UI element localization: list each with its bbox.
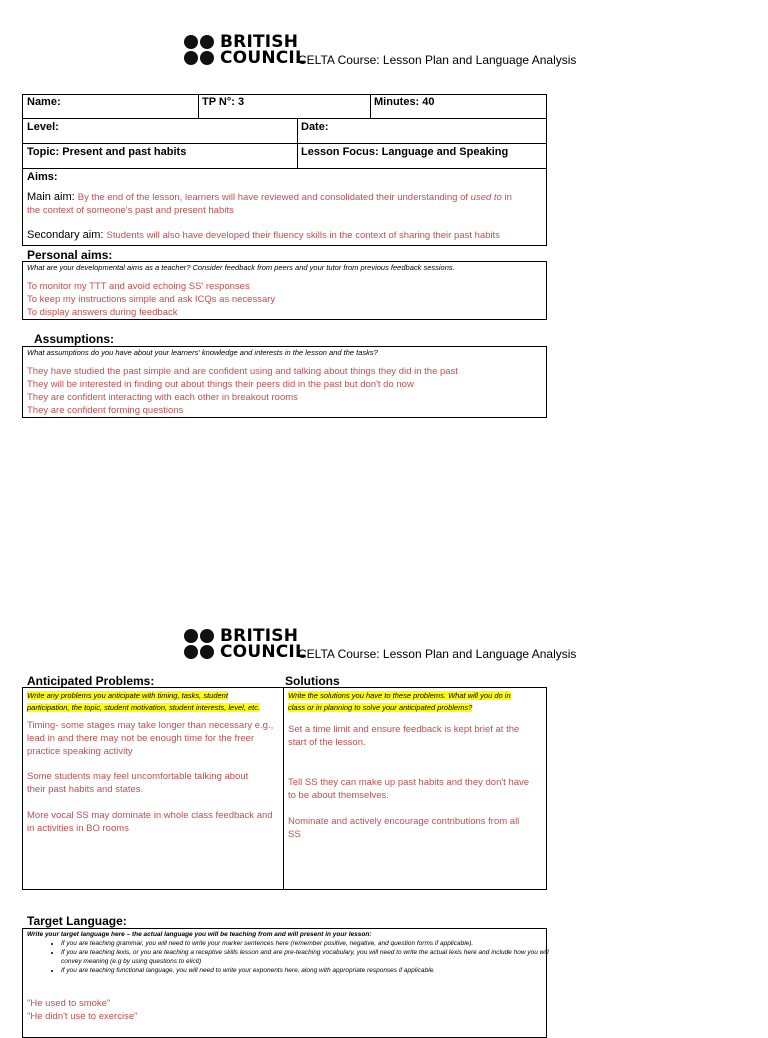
page-title: CELTA Course: Lesson Plan and Language Analysis (298, 53, 577, 67)
logo-line2: COUNCIL (220, 642, 306, 662)
british-council-logo (184, 34, 306, 66)
secondary-aim (27, 229, 500, 241)
guideline-item: • If you are teaching lexis, or you are teaching a receptive skills lesson and are pre-teaching vocabulary, you will need to write the actual lexis here and include how you will convey meaning (e.g by using questions to elicit) (61, 948, 561, 966)
personal-aims-title: Personal aims: (27, 248, 113, 262)
problem-item: Timing- some stages may take longer than necessary e.g., lead in and there may not be enough time for the freer practice speaking activity (27, 720, 274, 757)
logo-line1: BRITISH (220, 626, 299, 646)
secondary-aim-text: Students will also have developed their fluency skills in the context of sharing their past habits (106, 230, 500, 241)
secondary-aim-label: Secondary aim: (27, 229, 104, 241)
solutions-title: Solutions (285, 674, 340, 688)
problems-prompt: Write any problems you anticipate with timing, tasks, student participation, the topic, student motivation, student interests, level, etc. (27, 691, 261, 712)
target-language-guidelines (23, 939, 561, 975)
solution-item: Set a time limit and ensure feedback is kept brief at the start of the lesson. (288, 724, 520, 748)
british-council-logo (184, 628, 306, 660)
problem-item: Some students may feel uncomfortable talking about their past habits and states. (27, 771, 249, 795)
marker-sentence: "He didn't use to exercise" (27, 1011, 138, 1022)
logo-line2: COUNCIL (220, 48, 306, 68)
date-label: Date: (301, 121, 329, 133)
info-table (22, 94, 547, 246)
main-aim-label: Main aim: (27, 191, 75, 203)
assumptions-title: Assumptions: (34, 332, 115, 346)
guideline-item: • If you are teaching functional language, you will need to write your exponents here, along with appropriate responses if applicable. (61, 966, 561, 975)
solution-item: Tell SS they can make up past habits and they don't have to be about themselves. (288, 777, 530, 801)
assumption-item: They are confident interacting with each other in breakout rooms (27, 392, 298, 403)
level-label: Level: (27, 121, 59, 133)
solutions-prompt: Write the solutions you have to these problems. What will you do in class or in planning to solve your anticipated problems? (288, 691, 511, 712)
marker-sentence: "He used to smoke" (27, 998, 111, 1009)
guideline-item: • If you are teaching grammar, you will need to write your marker sentences here (remember positive, negative, and question forms if applicable). (61, 939, 561, 948)
lesson-focus-label: Lesson Focus: Language and Speaking (301, 146, 509, 158)
target-language-prompt: Write your target language here – the actual language you will be teaching from and will present in your lesson: (27, 931, 372, 938)
main-aim-text-cont: the context of someone's past and present habits (27, 205, 234, 216)
target-language-title: Target Language: (27, 914, 127, 928)
aims-label: Aims: (27, 171, 58, 183)
personal-aim-item: To keep my instructions simple and ask ICQs as necessary (27, 294, 276, 305)
name-label: Name: (27, 96, 61, 108)
personal-aim-item: To monitor my TTT and avoid echoing SS' responses (27, 281, 250, 292)
anticipated-problems-title: Anticipated Problems: (27, 674, 155, 688)
assumption-item: They will be interested in finding out about things their peers did in the past but don't do now (27, 379, 414, 390)
minutes-label: Minutes: 40 (374, 96, 435, 108)
personal-aims-box (22, 261, 547, 320)
logo-dots-icon (184, 629, 214, 659)
main-aim-text: By the end of the lesson, learners will have reviewed and consolidated their understanding of used to in (77, 192, 512, 203)
solution-item: Nominate and actively encourage contributions from all SS (288, 816, 520, 840)
logo-line1: BRITISH (220, 32, 299, 52)
logo-dots-icon (184, 35, 214, 65)
assumption-item: They are confident forming questions (27, 405, 184, 416)
tp-number-label: TP N°: 3 (202, 96, 245, 108)
personal-aim-item: To display answers during feedback (27, 307, 178, 318)
assumptions-prompt: What assumptions do you have about your learners' knowledge and interests in the lesson and the tasks? (27, 348, 378, 357)
topic-label: Topic: Present and past habits (27, 146, 187, 158)
assumption-item: They have studied the past simple and are confident using and talking about things they did in the past (27, 366, 458, 377)
page-title: CELTA Course: Lesson Plan and Language Analysis (298, 647, 577, 661)
assumptions-box (22, 346, 547, 418)
personal-aims-prompt: What are your developmental aims as a teacher? Consider feedback from peers and your tutor from previous feedback sessions. (27, 263, 455, 272)
target-language-box (22, 928, 547, 1038)
main-aim (27, 190, 542, 205)
problem-item: More vocal SS may dominate in whole class feedback and in activities in BO rooms (27, 810, 273, 834)
